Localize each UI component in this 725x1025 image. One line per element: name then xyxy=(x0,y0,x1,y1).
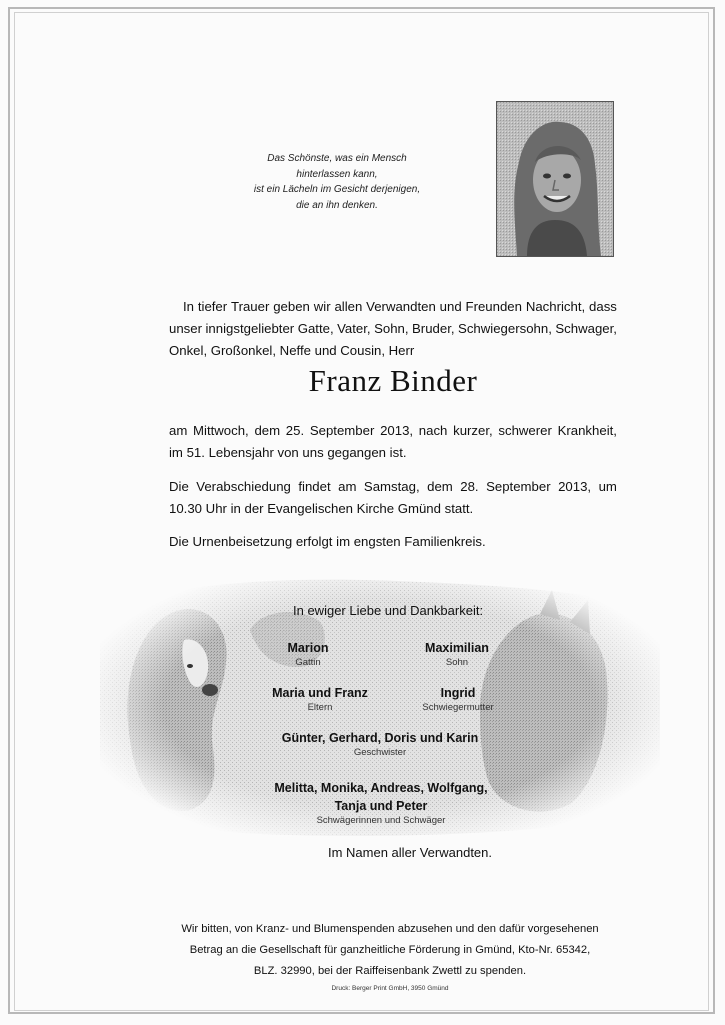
death-line: am Mittwoch, dem 25. September 2013, nach kurzer, schwerer Krankheit, xyxy=(169,423,617,438)
portrait-photo xyxy=(496,101,614,257)
family-member-role: Schwiegermutter xyxy=(422,702,494,713)
urn-notice: Die Urnenbeisetzung erfolgt im engsten Familienkreis. xyxy=(169,534,486,549)
printer-credit: Druck: Berger Print GmbH, 3950 Gmünd xyxy=(331,985,449,992)
family-member-role: Eltern xyxy=(307,702,333,713)
family-member-name: Ingrid xyxy=(440,686,476,700)
donation-line: Wir bitten, von Kranz- und Blumenspenden abzusehen und den dafür vorgesehenen xyxy=(181,923,599,935)
portrait-image xyxy=(497,102,613,256)
family-member-name: Maximilian xyxy=(425,641,489,655)
donation-line: Betrag an die Gesellschaft für ganzheitliche Förderung in Gmünd, Kto-Nr. 65342, xyxy=(189,944,591,956)
family-member-role: Gattin xyxy=(295,657,321,668)
quote-line: Das Schönste, was ein Mensch xyxy=(267,153,407,164)
death-line: im 51. Lebensjahr von uns gegangen ist. xyxy=(169,445,407,460)
family-member-name: Günter, Gerhard, Doris und Karin xyxy=(281,731,479,745)
quote-line: die an ihn denken. xyxy=(296,199,378,211)
dogs-photo xyxy=(100,570,660,840)
death-notice xyxy=(169,420,617,464)
family-intro: In ewiger Liebe und Dankbarkeit: xyxy=(293,603,484,618)
memorial-quote xyxy=(240,151,434,213)
family-member-name: Maria und Franz xyxy=(272,686,368,700)
dogs-image xyxy=(100,570,660,840)
announcement-line: In tiefer Trauer geben wir allen Verwandten und Freunden Nachricht, dass xyxy=(183,299,617,314)
family-member-name: Melitta, Monika, Andreas, Wolfgang, xyxy=(274,781,488,795)
family-member-role: Sohn xyxy=(445,657,469,668)
family-member-name: Tanja und Peter xyxy=(334,799,428,813)
family-member-role: Geschwister xyxy=(353,747,407,758)
farewell-line: Die Verabschiedung findet am Samstag, dem 28. September 2013, um xyxy=(169,479,617,494)
donation-request xyxy=(150,919,630,982)
farewell-notice xyxy=(169,476,617,520)
deceased-name: Franz Binder xyxy=(308,363,478,398)
announcement xyxy=(169,296,617,362)
family-member-role: Schwägerinnen und Schwäger xyxy=(316,815,446,826)
family-member-name: Marion xyxy=(287,641,329,655)
quote-line: ist ein Lächeln im Gesicht derjenigen, xyxy=(253,184,421,195)
farewell-line: 10.30 Uhr in der Evangelischen Kirche Gmünd statt. xyxy=(169,501,474,516)
quote-line: hinterlassen kann, xyxy=(296,168,378,180)
announcement-line: Onkel, Großonkel, Neffe und Cousin, Herr xyxy=(169,343,415,358)
closing-line: Im Namen aller Verwandten. xyxy=(327,845,493,860)
donation-line: BLZ. 32990, bei der Raiffeisenbank Zwettl zu spenden. xyxy=(253,965,527,977)
announcement-line: unser innigstgeliebter Gatte, Vater, Sohn, Bruder, Schwiegersohn, Schwager, xyxy=(169,321,617,336)
